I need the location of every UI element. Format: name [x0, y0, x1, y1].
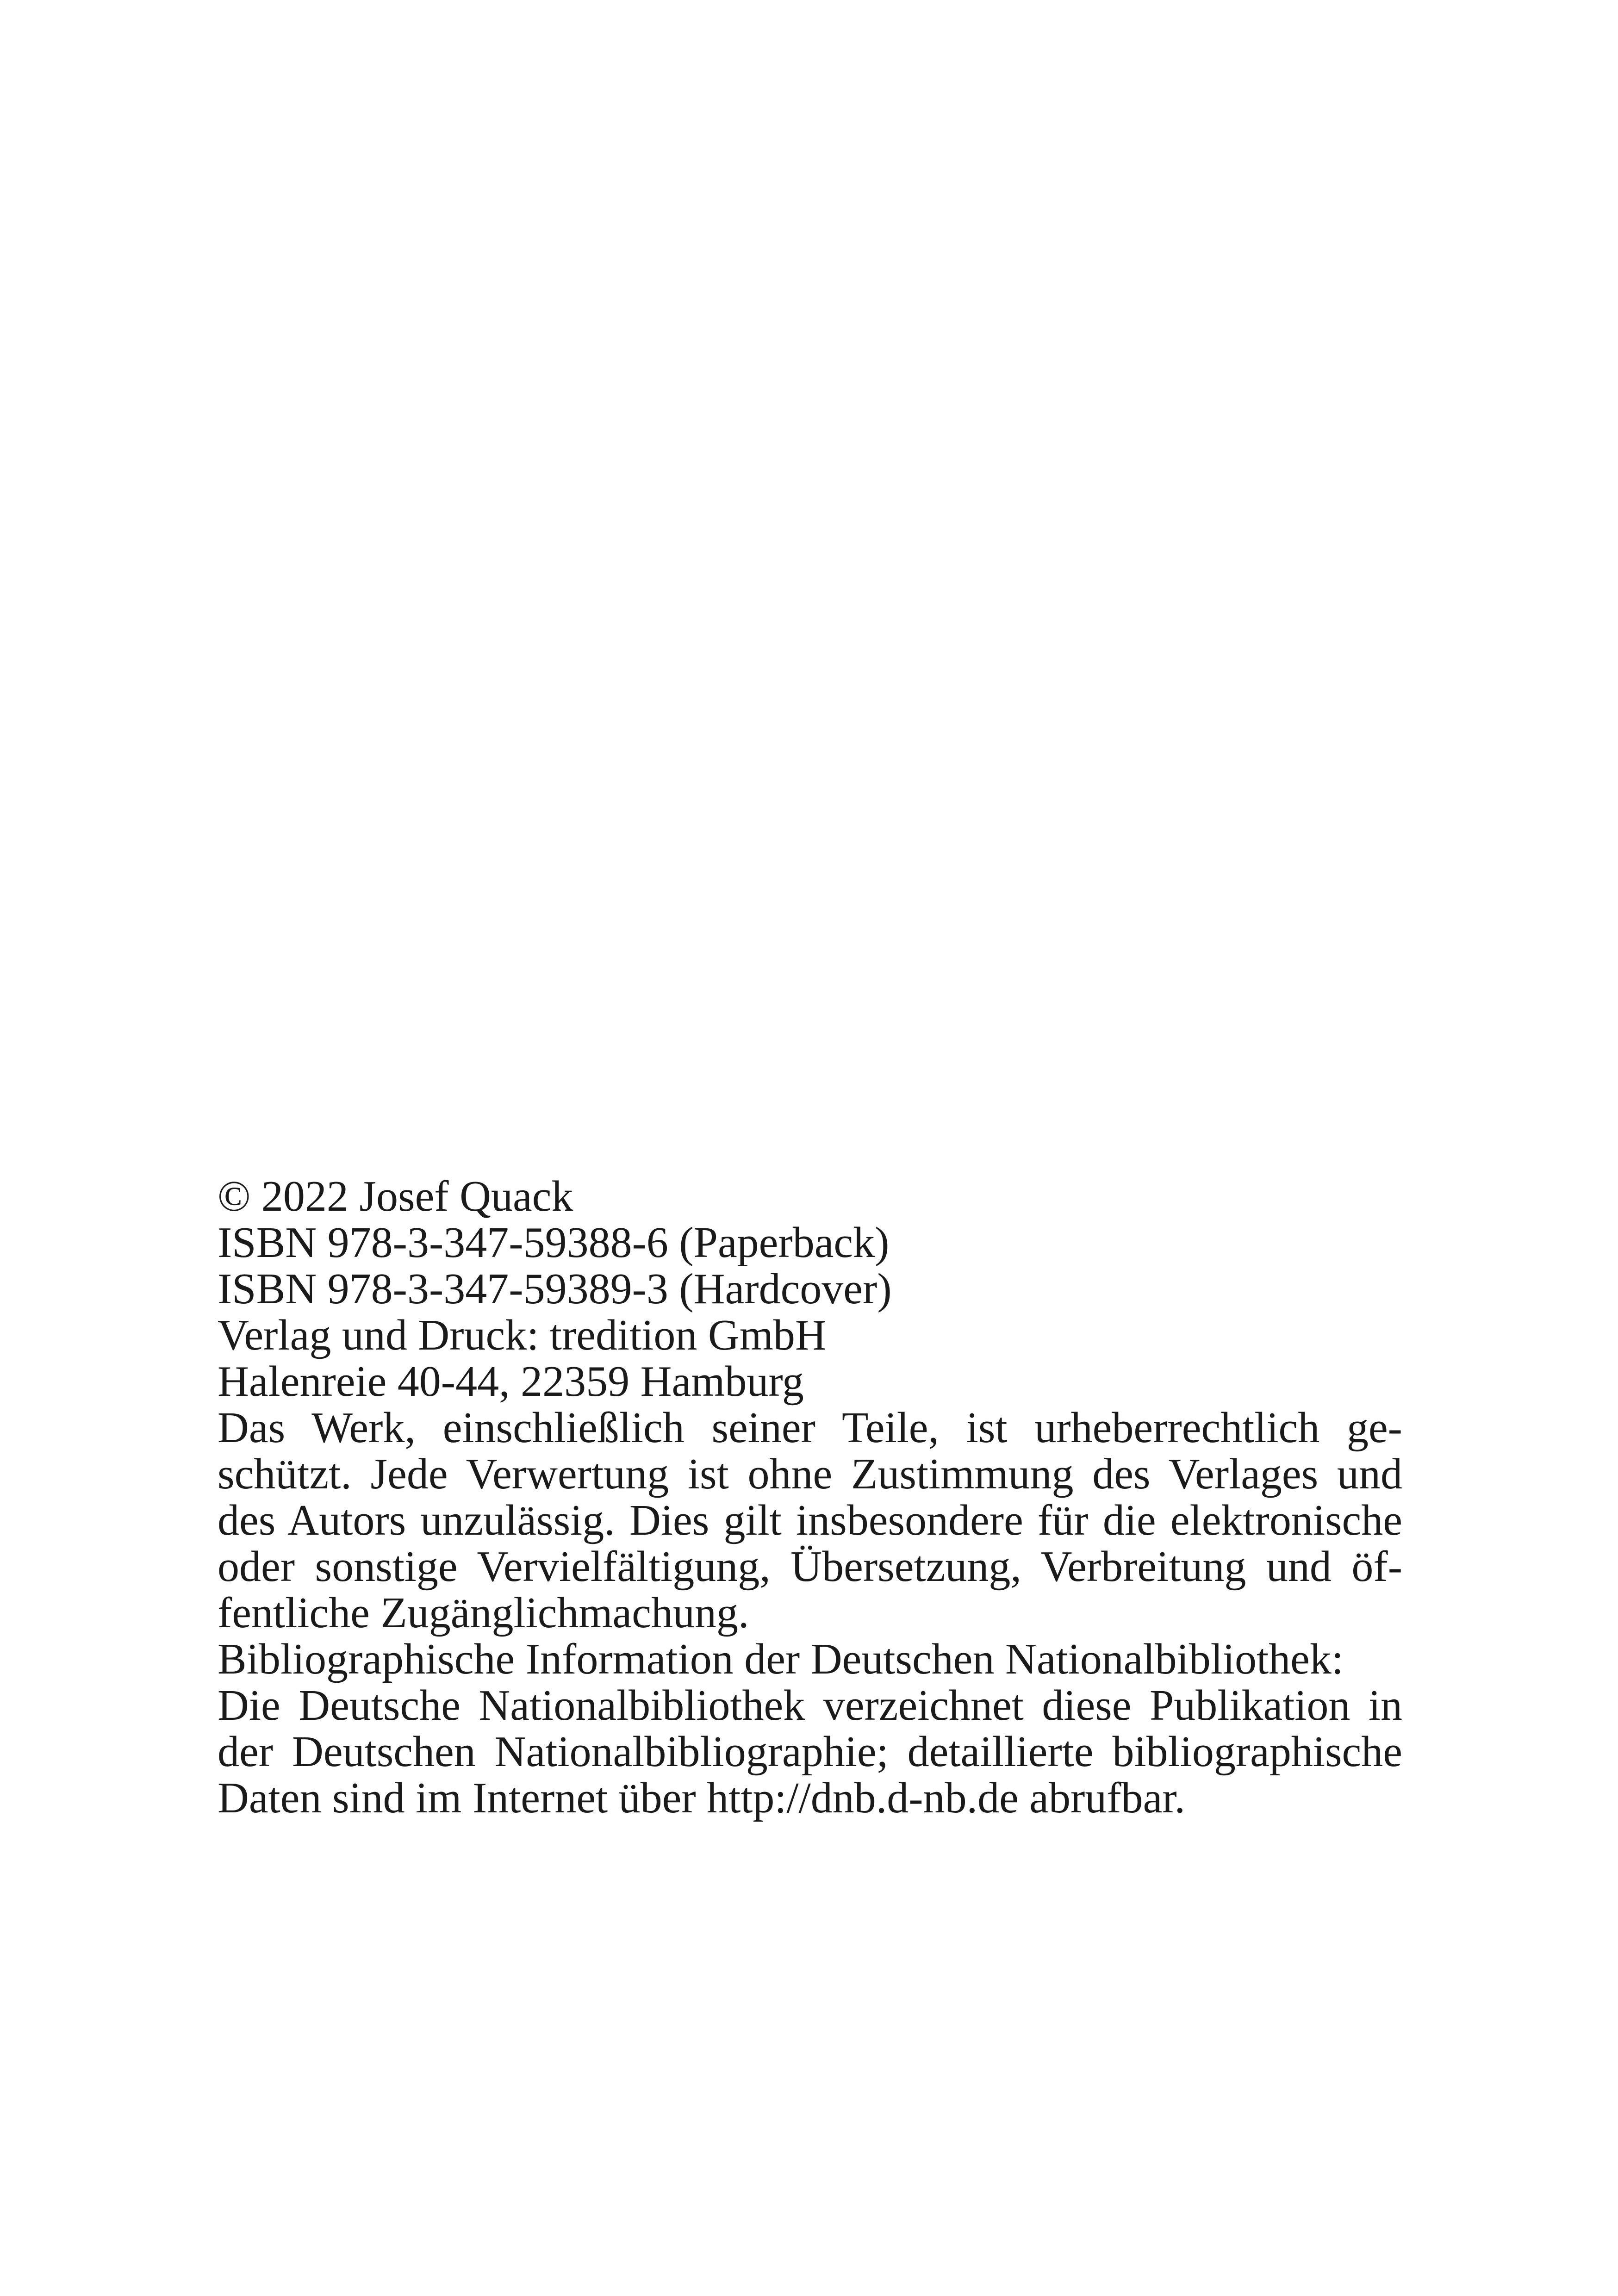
colophon-block — [218, 1173, 1402, 1405]
copyright-notice — [218, 1405, 1402, 1636]
isbn-hardcover: ISBN 978-3-347-59389-3 (Hardcover) — [218, 1265, 892, 1313]
bibliographic-line: Die Deutsche Nationalbibliothek verzeichnet diese Publikation in — [218, 1681, 1402, 1730]
publisher-address: Halenreie 40-44, 22359 Hamburg — [218, 1357, 804, 1406]
bibliographic-line: Daten sind im Internet über http://dnb.d-nb.de abrufbar. — [218, 1774, 1185, 1822]
bibliographic-line: der Deutschen Nationalbibliographie; detaillierte bibliographische — [218, 1728, 1402, 1776]
bibliographic-info — [218, 1636, 1402, 1821]
isbn-paperback: ISBN 978-3-347-59388-6 (Paperback) — [218, 1219, 890, 1267]
bibliographic-heading: Bibliographische Information der Deutschen Nationalbibliothek: — [218, 1635, 1344, 1683]
notice-line: des Autors unzulässig. Dies gilt insbesondere für die elektronische — [218, 1496, 1402, 1544]
notice-line: Das Werk, einschließlich seiner Teile, ist urheberrechtlich ge- — [218, 1404, 1402, 1452]
copyright-line: © 2022 Josef Quack — [218, 1172, 573, 1220]
imprint-text — [218, 1173, 1402, 1821]
notice-line: fentliche Zugänglichmachung. — [218, 1589, 749, 1637]
notice-line: schützt. Jede Verwertung ist ohne Zustimmung des Verlages und — [218, 1450, 1402, 1498]
notice-line: oder sonstige Vervielfältigung, Übersetzung, Verbreitung und öf- — [218, 1543, 1402, 1591]
publisher-line: Verlag und Druck: tredition GmbH — [218, 1311, 827, 1359]
